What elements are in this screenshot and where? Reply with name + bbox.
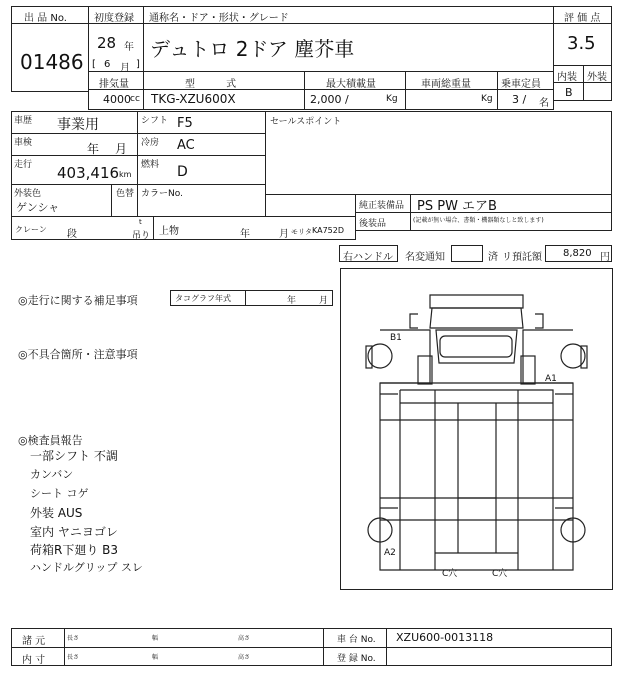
height-label-2: 高さ	[238, 654, 251, 661]
name-change-box	[451, 245, 483, 262]
retrofit-label: 後装品	[359, 219, 387, 229]
inspector-line: シート コゲ	[30, 487, 89, 500]
max-load: 2,000 /	[310, 93, 349, 106]
model-code-label: 型 式	[185, 79, 251, 90]
fuel-label: 燃料	[141, 160, 160, 170]
displacement-unit: cc	[130, 94, 140, 104]
equipment-value: PS PW エアB	[417, 199, 497, 214]
crane-year-unit: 年	[240, 229, 250, 240]
interior-label: 内装	[557, 72, 577, 83]
max-load-label: 最大積載量	[326, 79, 376, 90]
mileage-unit: km	[119, 170, 132, 179]
inspector-line: ハンドルグリップ スレ	[30, 561, 143, 574]
displacement-value: 4000	[103, 93, 131, 106]
mileage-value: 403,416	[57, 164, 120, 182]
chassis-number: XZU600-0013118	[396, 631, 494, 644]
crane-ton-unit: t	[139, 218, 142, 226]
inspector-line: 荷箱R下廻り B3	[30, 543, 119, 557]
shift-value: F5	[177, 116, 193, 131]
mileage-label: 走行	[14, 160, 33, 170]
interior-score: B	[565, 86, 573, 99]
driving-remarks-label: ◎走行に関する補足事項	[18, 294, 138, 307]
recycle-prefix: 済	[488, 252, 498, 263]
lot-label: 出 品 No.	[24, 13, 67, 24]
mark-c-hole-left: C穴	[442, 569, 458, 579]
mark-b1: B1	[390, 333, 402, 343]
equipment-label: 純正装備品	[359, 201, 405, 211]
gross-weight-label: 車両総重量	[421, 79, 471, 90]
inspection-year-unit: 年	[87, 142, 100, 156]
month-unit: 月	[120, 63, 130, 74]
crane-upper-label: 上物	[159, 226, 179, 237]
chassis-label: 車 台 No.	[337, 635, 376, 645]
gross-weight-unit: Kg	[481, 94, 493, 104]
mark-c-hole-right: C穴	[492, 569, 508, 579]
inspector-line: カンバン	[30, 468, 74, 481]
shift-label: シフト	[141, 116, 169, 126]
exterior-label: 外装	[587, 72, 607, 83]
model-code: TKG-XZU600X	[151, 92, 236, 106]
width-label-2: 幅	[152, 654, 159, 661]
truck-diagram	[340, 268, 613, 590]
model-label: 通称名・ドア・形状・グレード	[149, 13, 289, 24]
recycle-unit: 円	[600, 252, 610, 263]
history-value: 事業用	[57, 117, 99, 133]
first-reg-month: 6	[104, 59, 111, 70]
mark-a1: A1	[545, 374, 557, 384]
displacement-label: 排気量	[99, 79, 129, 90]
length-label-2: 長さ	[67, 654, 80, 661]
capacity: 3 /	[512, 93, 527, 106]
color-value: ゲンシャ	[16, 201, 60, 214]
width-label: 幅	[152, 635, 159, 642]
mark-a2: A2	[384, 548, 396, 558]
overall-score: 3.5	[567, 33, 596, 54]
inspector-line: 外装 AUS	[30, 506, 83, 520]
color-label: 外装色	[14, 189, 42, 199]
sales-point-label: セールスポイント	[270, 117, 342, 127]
tachograph-label: タコグラフ年式	[175, 294, 231, 303]
max-load-unit: Kg	[386, 94, 398, 104]
crane-maker-label: モリタ	[291, 228, 312, 236]
crane-step-unit: 段	[67, 229, 77, 240]
crane-label: クレーン	[15, 225, 47, 234]
year-unit: 年	[124, 42, 134, 53]
crane-maker-value: KA752D	[312, 226, 345, 235]
interior-dims-label: 内 寸	[22, 655, 46, 666]
tacho-month-unit: 月	[319, 296, 329, 306]
retrofit-note: (記載が無い場合、書類・機器類なしと致します)	[413, 217, 544, 224]
ac-value: AC	[177, 138, 195, 153]
inspector-report-label: ◎検査員報告	[18, 434, 83, 447]
score-label: 評 価 点	[564, 13, 601, 24]
first-reg-year: 28	[97, 34, 117, 52]
rhd-label: 右ハンドル	[343, 252, 393, 263]
crane-month-unit: 月	[279, 229, 289, 240]
lot-number: 01486	[20, 50, 84, 74]
defects-label: ◎不具合箇所・注意事項	[18, 348, 138, 361]
inspection-label: 車検	[14, 138, 33, 148]
recycle-amount: 8,820	[563, 248, 592, 259]
inspector-line: 室内 ヤニヨゴレ	[30, 525, 118, 539]
recycle-label: リ預託額	[502, 252, 542, 263]
ac-label: 冷房	[141, 138, 160, 148]
first-reg-label: 初度登録	[94, 13, 134, 24]
dims-label: 諸 元	[22, 636, 46, 647]
capacity-unit: 名	[539, 98, 549, 109]
capacity-label: 乗車定員	[501, 79, 541, 90]
height-label: 高さ	[238, 635, 251, 642]
history-label: 車歴	[14, 116, 33, 126]
registration-label: 登 録 No.	[337, 654, 376, 664]
color-change-label: 色替	[116, 189, 135, 199]
length-label: 長さ	[67, 635, 80, 642]
fuel-value: D	[177, 164, 188, 180]
inspector-line: 一部シフト 不調	[30, 449, 118, 463]
tacho-year-unit: 年	[287, 296, 297, 306]
model-name: デュトロ 2ドア 塵芥車	[150, 37, 355, 61]
name-change-label: 名変通知	[405, 252, 445, 263]
inspection-month-unit: 月	[115, 142, 128, 156]
color-code-label: カラーNo.	[141, 189, 183, 199]
crane-hang-unit: 吊り	[132, 231, 151, 241]
